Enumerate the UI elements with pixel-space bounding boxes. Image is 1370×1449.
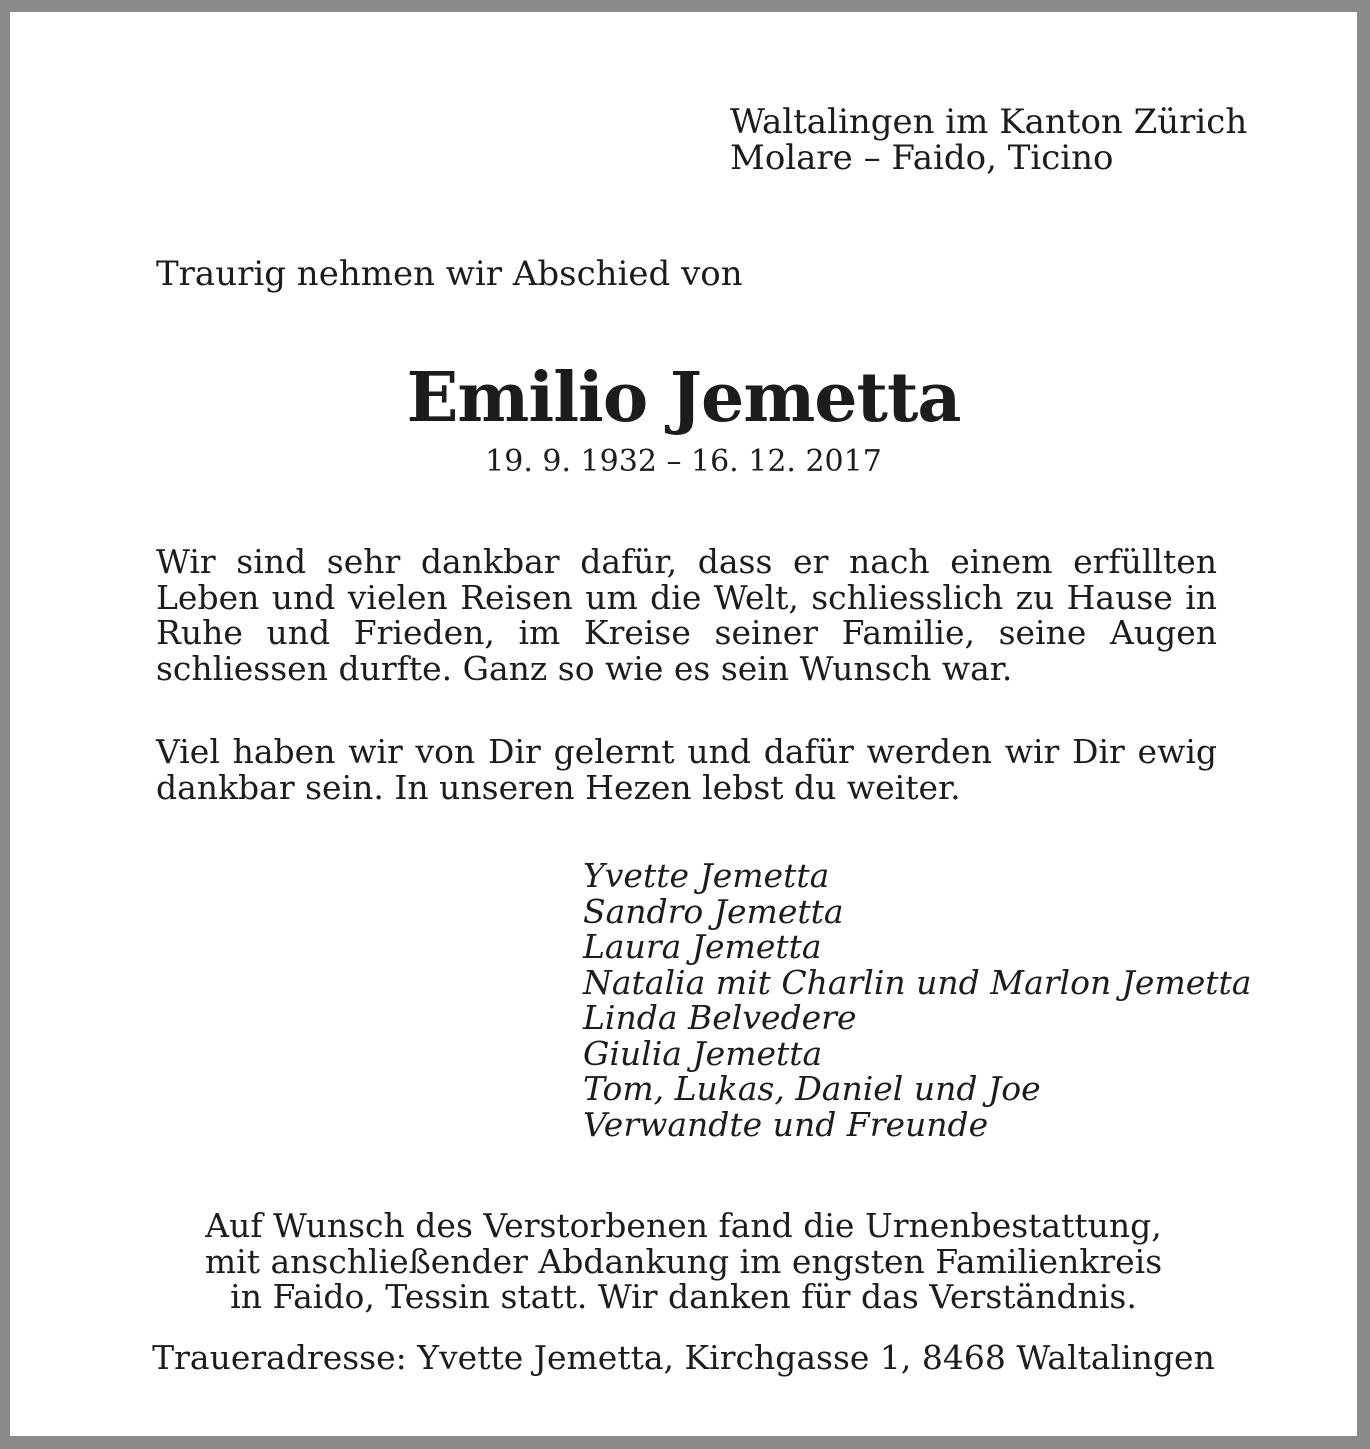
notice-line-3: in Faido, Tessin statt. Wir danken für das Verständnis. (230, 1277, 1137, 1316)
deceased-name: Emilio Jemetta (406, 358, 961, 438)
mourning-address: Traueradresse: Yvette Jemetta, Kirchgasse 1, 8468 Waltalingen (152, 1338, 1215, 1377)
funeral-notice (10, 1208, 1357, 1315)
mourners-list (583, 858, 1251, 1142)
mourner-name: Yvette Jemetta (583, 856, 830, 895)
notice-line-2: mit anschließender Abdankung im engsten Familienkreis (204, 1241, 1163, 1281)
intro-text: Traurig nehmen wir Abschied von (156, 254, 743, 294)
mourner-name: Laura Jemetta (583, 927, 822, 966)
place-line-2: Molare – Faido, Ticino (730, 138, 1114, 178)
life-dates: 19. 9. 1932 – 16. 12. 2017 (485, 444, 882, 479)
paragraph-farewell: Viel haben wir von Dir gelernt und dafür werden wir Dir ewig dankbar sein. In unseren Hezen lebst du weiter. (156, 732, 1217, 807)
obituary-sheet (10, 12, 1357, 1436)
notice-line-1: Auf Wunsch des Verstorbenen fand die Urnenbestattung, (205, 1206, 1162, 1245)
mourner-name: Natalia mit Charlin und Marlon Jemetta (583, 962, 1252, 1002)
paragraph-gratitude: Wir sind sehr dankbar dafür, dass er nach einem erfüllten Leben und vielen Reisen um die Welt, schliesslich zu Hause in Ruhe und Frieden, im Kreise seiner Familie, seine Augen schliessen durfte. Ganz so wie es sein Wunsch war. (156, 542, 1217, 688)
mourner-name: Giulia Jemetta (583, 1033, 823, 1073)
mourner-name: Linda Belvedere (583, 998, 857, 1037)
mourner-name: Tom, Lukas, Daniel und Joe (583, 1069, 1041, 1108)
place-line-1: Waltalingen im Kanton Zürich (730, 102, 1248, 142)
mourner-name: Sandro Jemetta (583, 891, 844, 931)
place-block (730, 104, 1247, 176)
mourner-name: Verwandte und Freunde (583, 1104, 989, 1144)
